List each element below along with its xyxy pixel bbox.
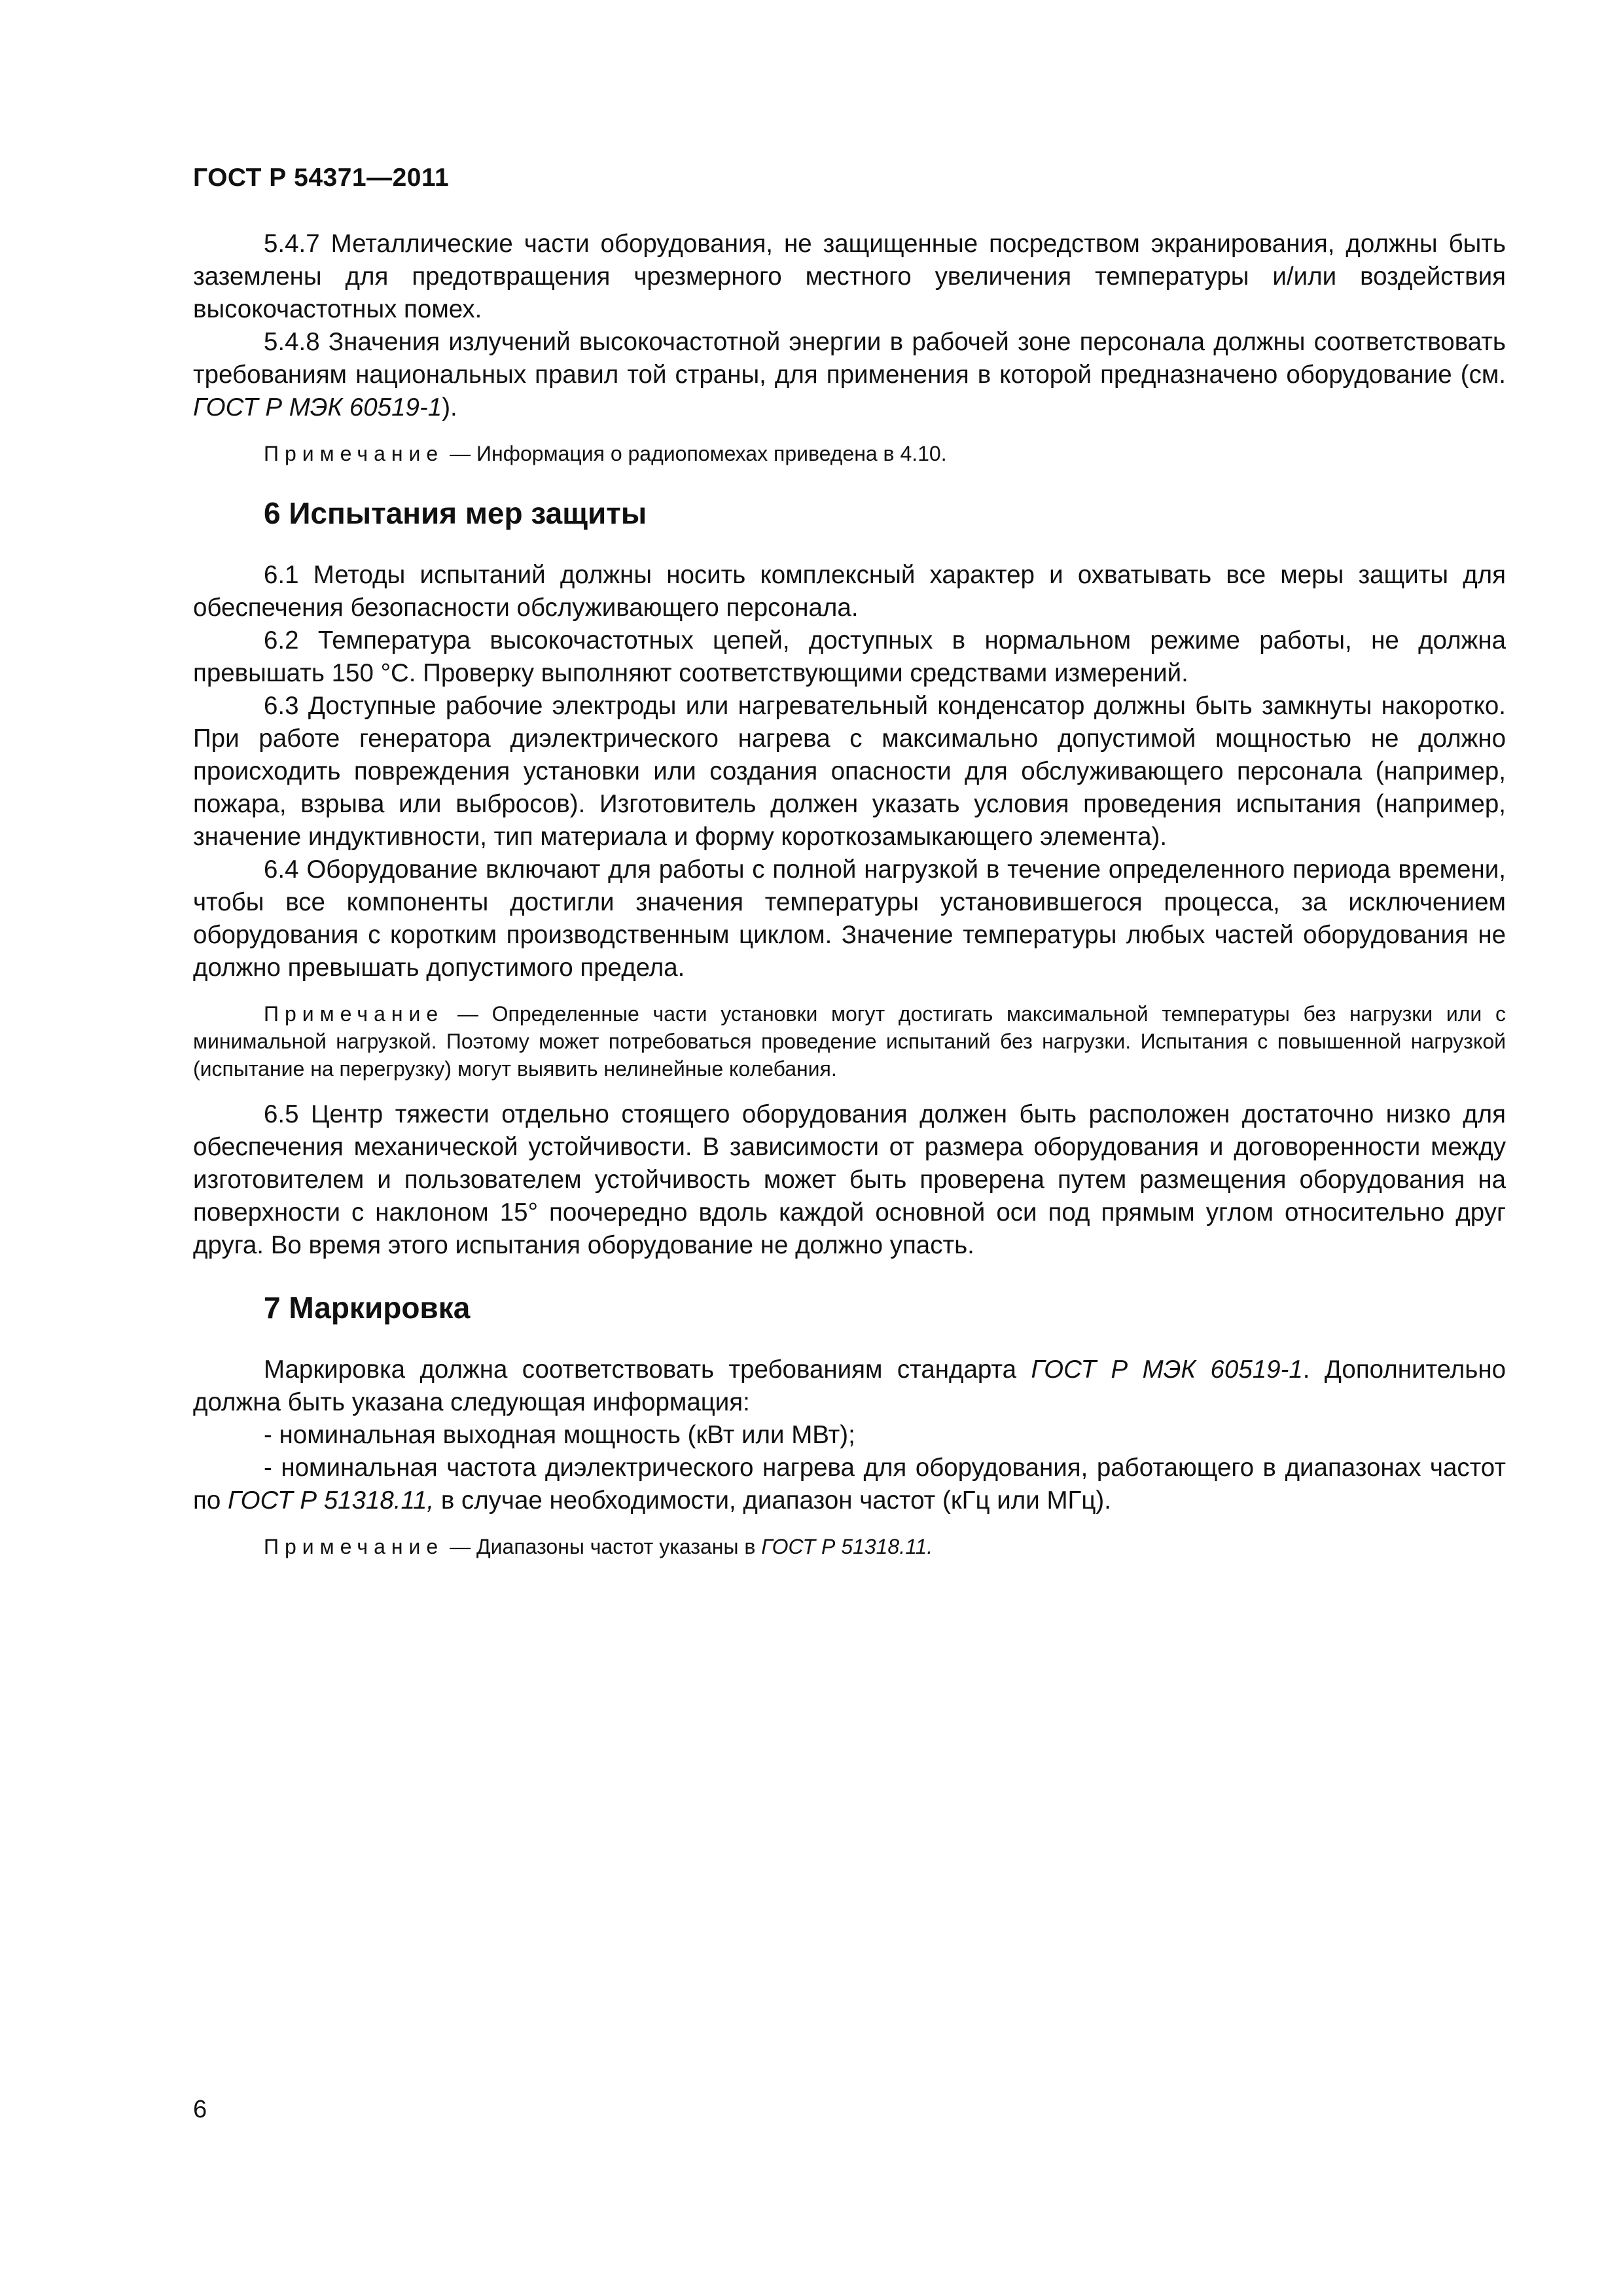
note-frequency-ranges	[193, 1533, 1506, 1560]
note-temperature	[193, 1000, 1506, 1083]
paragraph-6-4: 6.4 Оборудование включают для работы с полной нагрузкой в течение определенного периода времени, чтобы все компоненты достигли значения температуры установившегося процесса, за исключением оборудования с коротким производственным циклом. Значение температуры любых частей оборудования не должно превышать допустимого предела.	[193, 855, 1506, 982]
paragraph-text: . Дополнительно должна быть указана следующая информация:	[193, 1355, 1506, 1416]
section-7-heading: 7 Маркировка	[264, 1291, 471, 1325]
note-text: — Диапазоны частот указаны в	[444, 1535, 762, 1558]
note-radio-interference	[193, 440, 1506, 467]
paragraph-text: ).	[442, 393, 457, 422]
standard-reference: ГОСТ Р МЭК 60519-1	[1031, 1355, 1303, 1384]
note-label: Примечание	[264, 442, 444, 465]
standard-reference: ГОСТ Р 51318.11,	[227, 1486, 435, 1515]
paragraph-text: 5.4.8 Значения излучений высокочастотной энергии в рабочей зоне персонала должны соответствовать требованиям национальных правил той страны, для применения в которой предназначено оборудование (см.	[193, 328, 1506, 389]
paragraph-6-2: 6.2 Температура высокочастотных цепей, доступных в нормальном режиме работы, не должна превышать 150 °С. Проверку выполняют соответствующими средствами измерений.	[193, 626, 1506, 687]
note-text: — Информация о радиопомехах приведена в 4.10.	[444, 442, 947, 465]
note-label: Примечание	[264, 1002, 444, 1026]
list-item-frequency	[193, 1452, 1506, 1517]
standard-reference: ГОСТ Р МЭК 60519-1	[193, 393, 442, 422]
paragraph-6-5: 6.5 Центр тяжести отдельно стоящего оборудования должен быть расположен достаточно низко для обеспечения механической устойчивости. В зависимости от размера оборудования и договоренности между изготовителем и пользователем устойчивость может быть проверена путем размещения оборудования на поверхности с наклоном 15° поочередно вдоль каждой основной оси под прямым углом относительно друг друга. Во время этого испытания оборудование не должно упасть.	[193, 1100, 1506, 1259]
list-item-power: - номинальная выходная мощность (кВт или МВт);	[264, 1421, 855, 1449]
paragraph-6-3: 6.3 Доступные рабочие электроды или нагревательный конденсатор должны быть замкнуты накоротко. При работе генератора диэлектрического нагрева с максимально допустимой мощностью не должно происходить повреждения установки или создания опасности для обслуживающего персонала (например, пожара, взрыва или выбросов). Изготовитель должен указать условия проведения испытания (например, значение индуктивности, тип материала и форму короткозамыкающего элемента).	[193, 692, 1506, 851]
standard-reference: ГОСТ Р 51318.11.	[761, 1535, 933, 1558]
paragraph-6-1: 6.1 Методы испытаний должны носить комплексный характер и охватывать все меры защиты для обеспечения безопасности обслуживающего персонала.	[193, 561, 1506, 622]
paragraph-7-marking	[193, 1354, 1506, 1419]
page-number: 6	[193, 2096, 207, 2123]
paragraph-5-4-7: 5.4.7 Металлические части оборудования, не защищенные посредством экранирования, должны быть заземлены для предотвращения чрезмерного местного увеличения температуры и/или воздействия высокочастотных помех.	[193, 230, 1506, 323]
document-header: ГОСТ Р 54371—2011	[193, 164, 450, 192]
paragraph-5-4-8	[193, 326, 1506, 424]
paragraph-text: в случае необходимости, диапазон частот (кГц или МГц).	[434, 1486, 1111, 1515]
note-text: — Определенные части установки могут достигать максимальной температуры без нагрузки или с минимальной нагрузкой. Поэтому может потребоваться проведение испытаний без нагрузки. Испытания с повышенной нагрузкой (испытание на перегрузку) могут выявить нелинейные колебания.	[193, 1002, 1506, 1081]
note-label: Примечание	[264, 1535, 444, 1558]
document-body	[193, 228, 1506, 1560]
section-6-heading: 6 Испытания мер защиты	[264, 496, 647, 530]
paragraph-text: - номинальная частота диэлектрического нагрева для оборудования, работающего в диапазонах частот по	[193, 1454, 1506, 1515]
paragraph-text: Маркировка должна соответствовать требованиям стандарта	[264, 1355, 1031, 1384]
